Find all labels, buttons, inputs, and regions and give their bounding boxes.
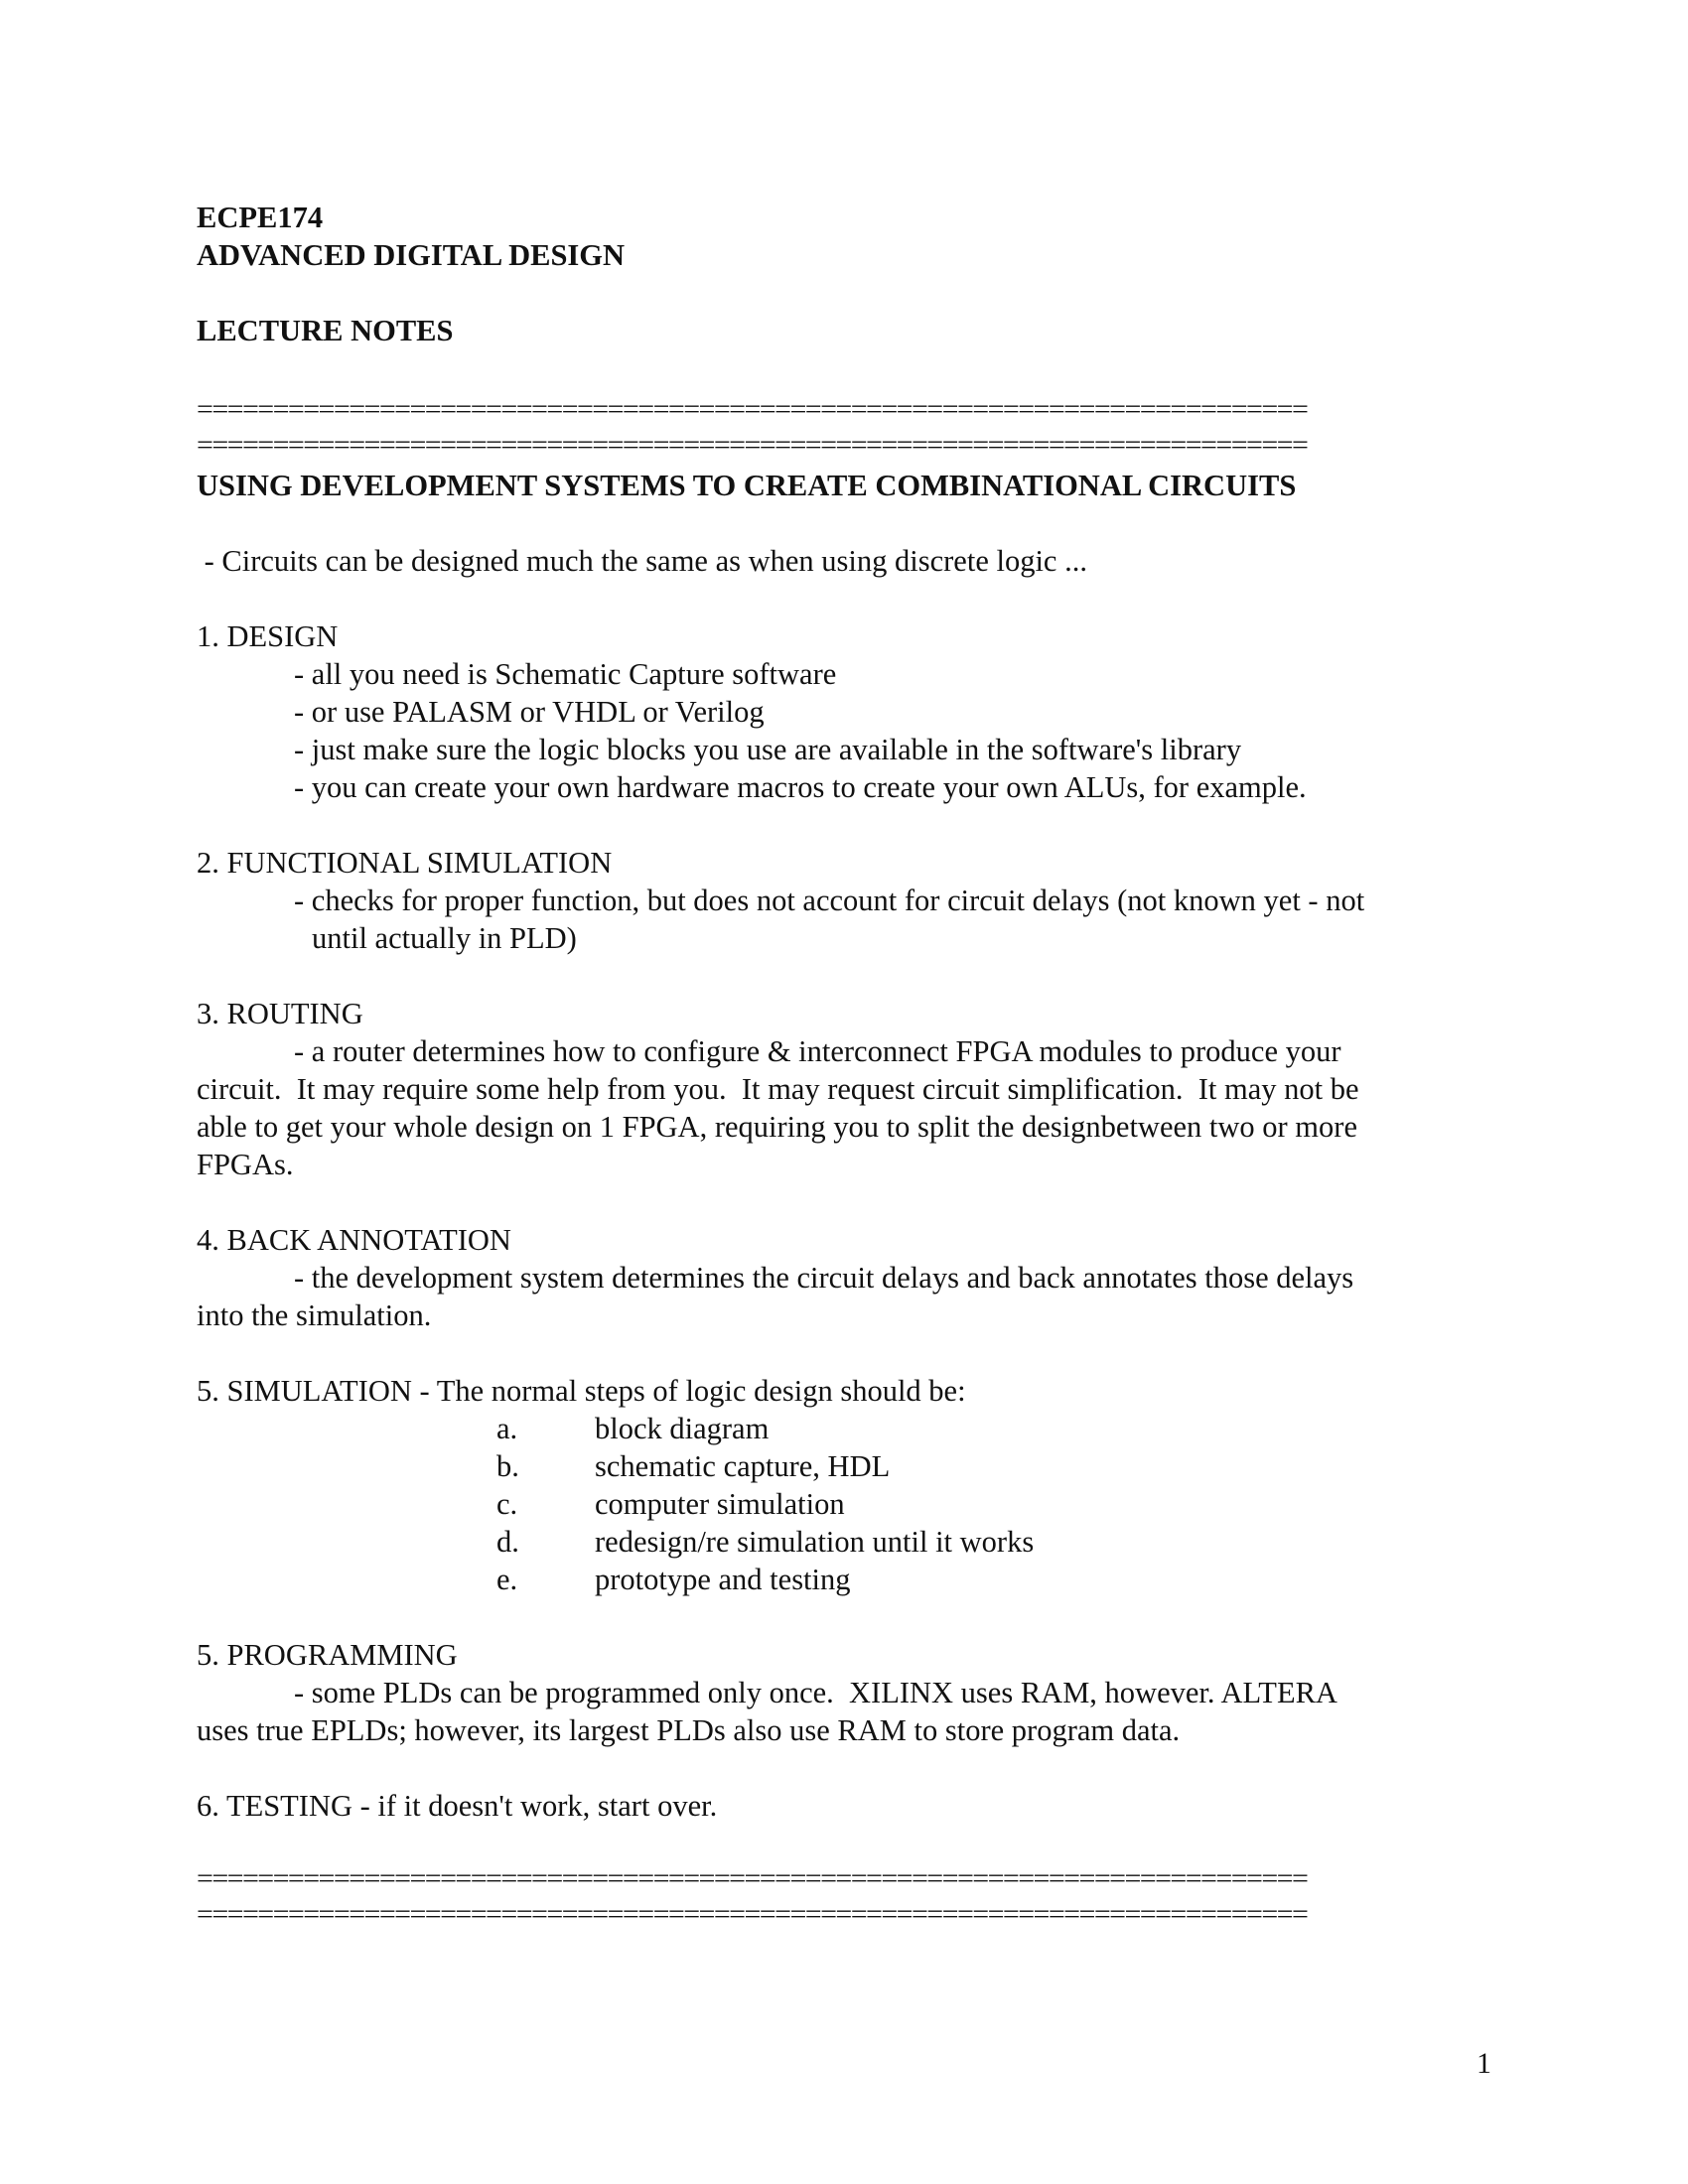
design-item: - just make sure the logic blocks you use are available in the software's library: [294, 733, 1242, 766]
routing-text: circuit. It may require some help from you. It may request circuit simplification. It may not be: [197, 1072, 1359, 1106]
bottom-rule-2: =========================================================================: [197, 1901, 1308, 1929]
routing-text: able to get your whole design on 1 FPGA, requiring you to split the designbetween two or more: [197, 1110, 1357, 1144]
programming-text: - some PLDs can be programmed only once. XILINX uses RAM, however. ALTERA: [294, 1676, 1337, 1709]
back-annotation-text: into the simulation.: [197, 1298, 432, 1332]
course-title: ADVANCED DIGITAL DESIGN: [197, 238, 626, 272]
design-item: - all you need is Schematic Capture software: [294, 657, 837, 691]
functional-simulation-heading: 2. FUNCTIONAL SIMULATION: [197, 846, 613, 880]
step-text: schematic capture, HDL: [595, 1449, 891, 1483]
programming-heading: 5. PROGRAMMING: [197, 1638, 458, 1672]
bottom-rule-1: =========================================================================: [197, 1865, 1308, 1893]
functional-simulation-text: - checks for proper function, but does not account for circuit delays (not known yet - not: [294, 884, 1365, 917]
back-annotation-heading: 4. BACK ANNOTATION: [197, 1223, 511, 1257]
step-text: block diagram: [595, 1412, 770, 1445]
design-heading: 1. DESIGN: [197, 619, 339, 653]
step-letter: d.: [496, 1525, 519, 1559]
programming-text: uses true EPLDs; however, its largest PLDs also use RAM to store program data.: [197, 1713, 1181, 1747]
routing-heading: 3. ROUTING: [197, 997, 363, 1030]
design-item: - you can create your own hardware macros to create your own ALUs, for example.: [294, 770, 1307, 804]
top-rule-1: =========================================================================: [197, 396, 1308, 424]
simulation-heading: 5. SIMULATION - The normal steps of logic design should be:: [197, 1374, 966, 1408]
top-rule-2: =========================================================================: [197, 432, 1308, 460]
course-code: ECPE174: [197, 201, 324, 234]
back-annotation-text: - the development system determines the circuit delays and back annotates those delays: [294, 1261, 1354, 1295]
step-letter: b.: [496, 1449, 519, 1483]
section-intro: - Circuits can be designed much the same as when using discrete logic ...: [197, 544, 1087, 578]
step-text: computer simulation: [595, 1487, 845, 1521]
section-title: USING DEVELOPMENT SYSTEMS TO CREATE COMBINATIONAL CIRCUITS: [197, 469, 1297, 502]
routing-text: FPGAs.: [197, 1148, 294, 1181]
routing-text: - a router determines how to configure & interconnect FPGA modules to produce your: [294, 1034, 1341, 1068]
design-item: - or use PALASM or VHDL or Verilog: [294, 695, 765, 729]
page-number: 1: [1477, 2047, 1491, 2080]
step-text: prototype and testing: [595, 1563, 851, 1596]
step-letter: c.: [496, 1487, 518, 1521]
step-letter: e.: [496, 1563, 518, 1596]
testing-heading: 6. TESTING - if it doesn't work, start over.: [197, 1789, 718, 1823]
lecture-notes-label: LECTURE NOTES: [197, 314, 454, 347]
functional-simulation-text: until actually in PLD): [312, 921, 577, 955]
step-letter: a.: [496, 1412, 518, 1445]
step-text: redesign/re simulation until it works: [595, 1525, 1035, 1559]
